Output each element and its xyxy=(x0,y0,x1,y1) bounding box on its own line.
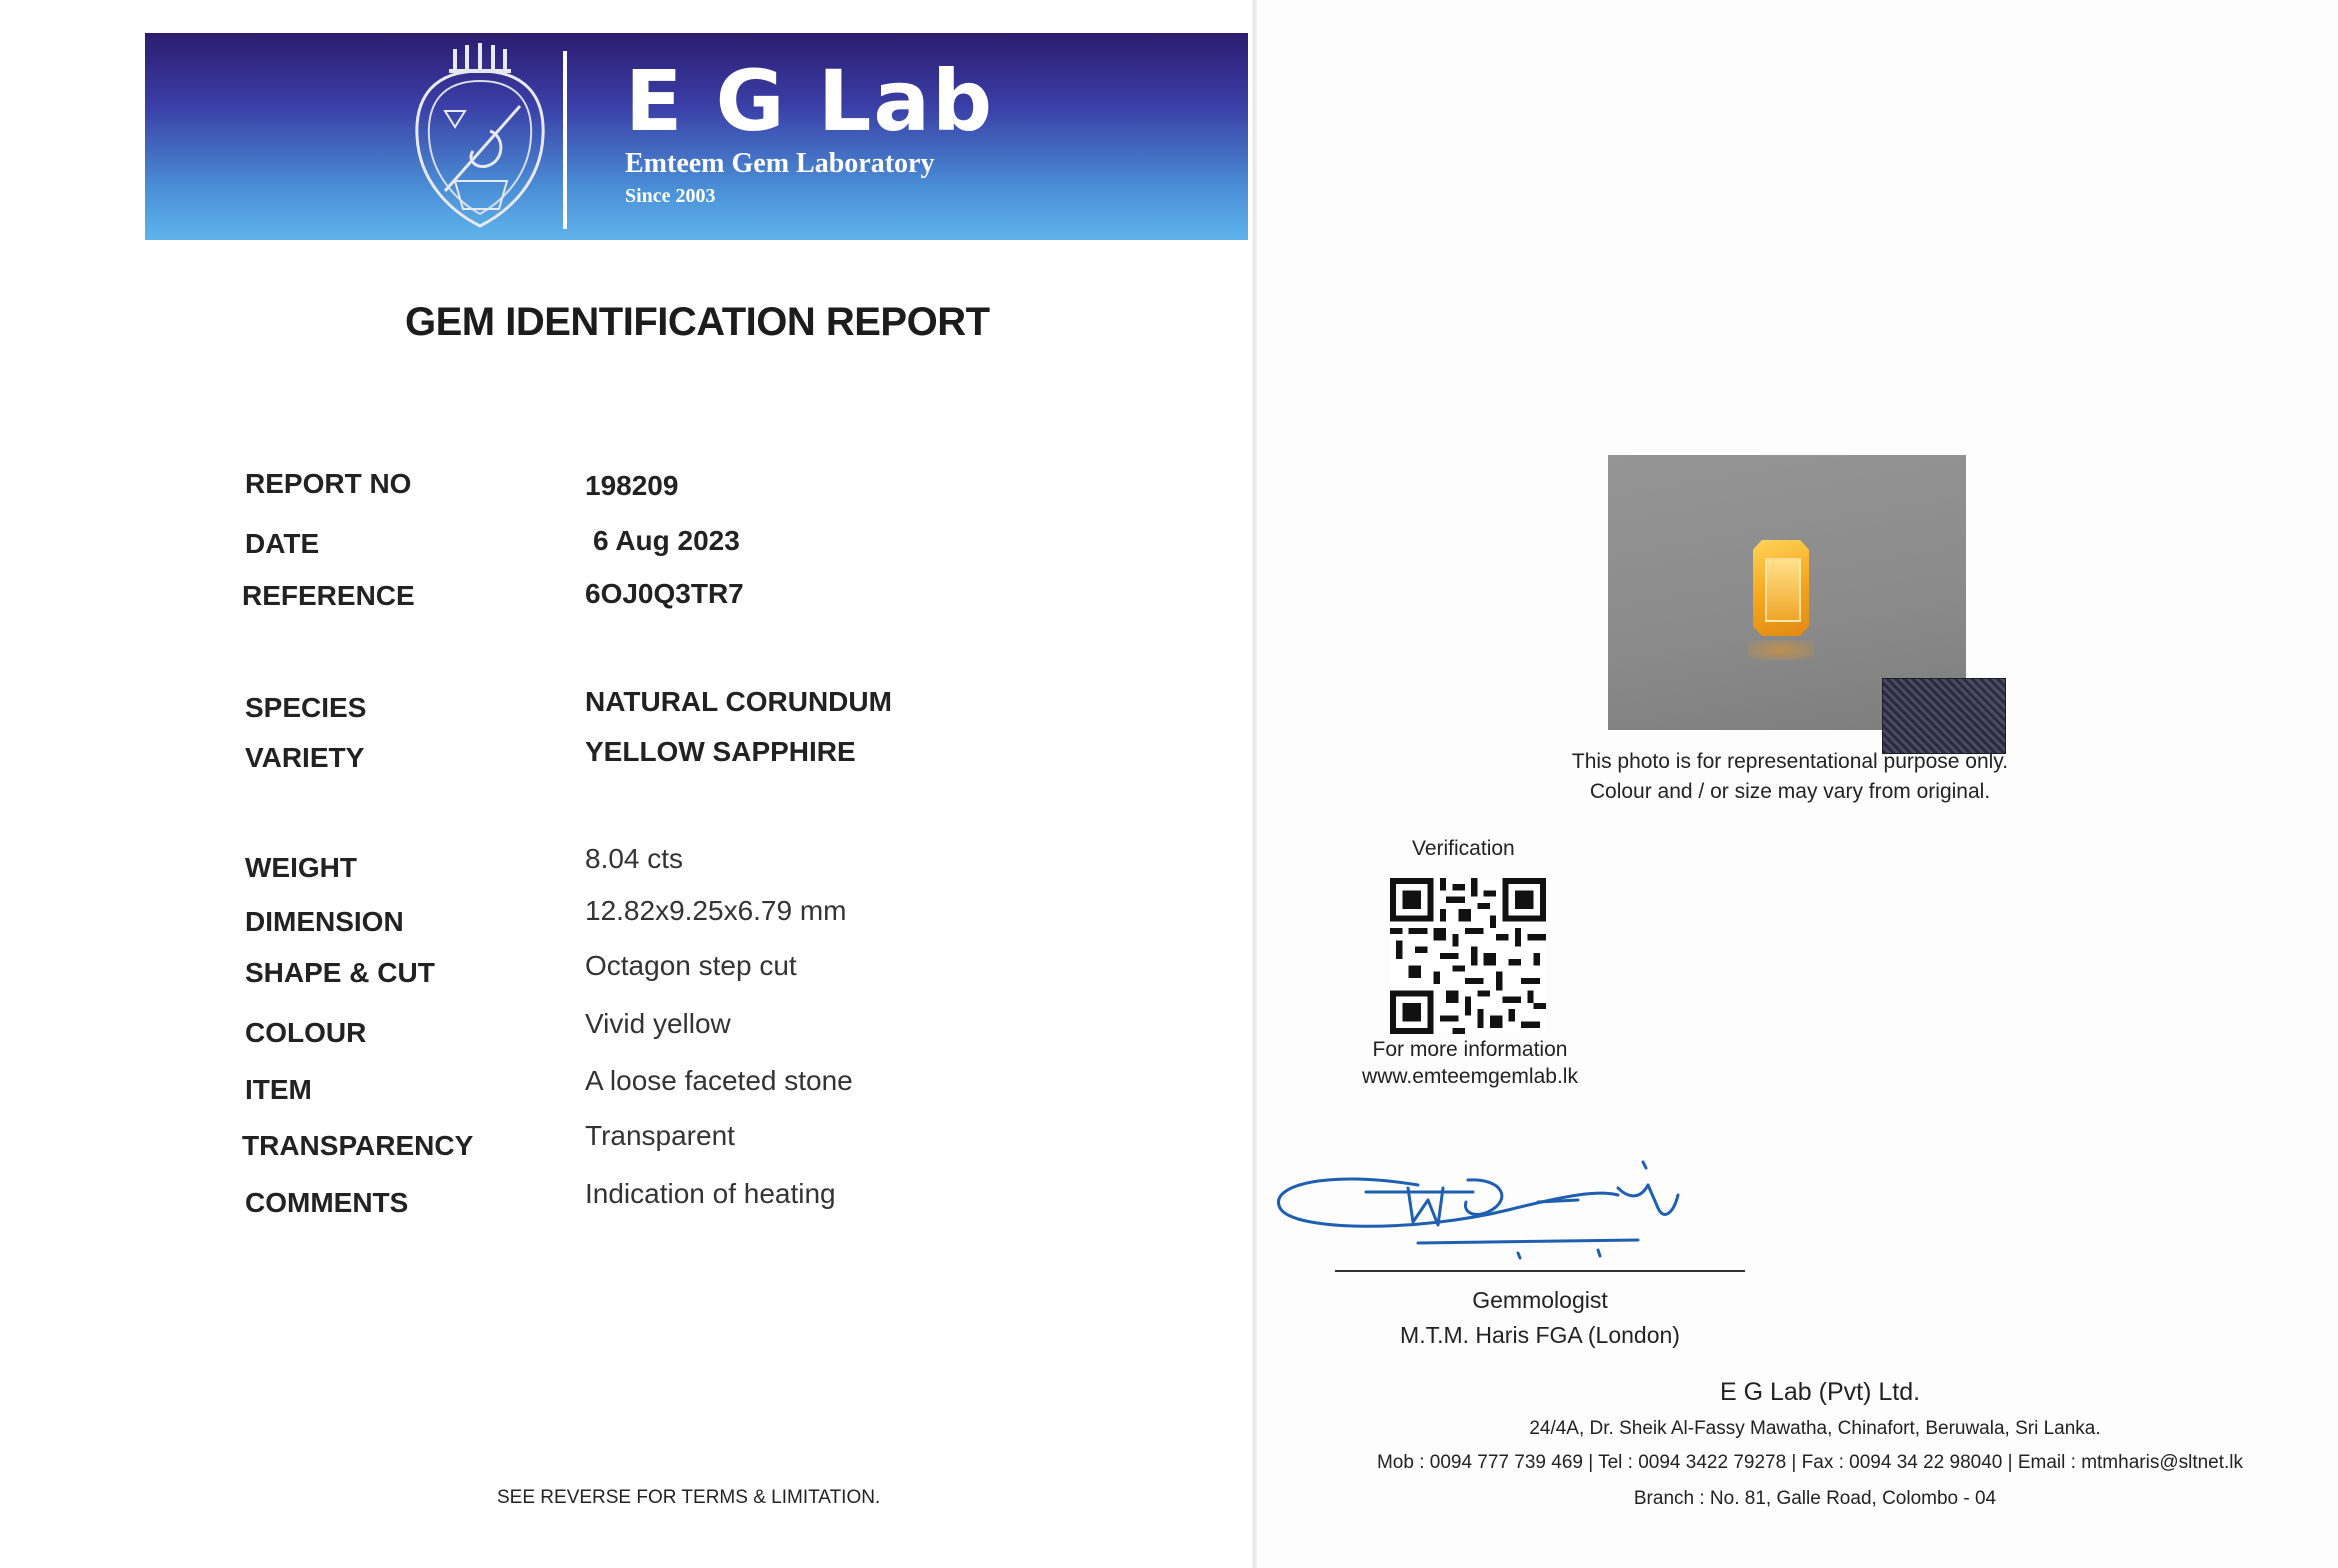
field-label-transparency: TRANSPARENCY xyxy=(242,1130,474,1161)
field-label-date: DATE xyxy=(245,528,320,559)
field-value-shape-cut: Octagon step cut xyxy=(585,950,797,981)
signatory-name: M.T.M. Haris FGA (London) xyxy=(1400,1322,1680,1348)
brand-name: E G Lab xyxy=(625,52,995,150)
lab-name: E G Lab (Pvt) Ltd. xyxy=(1719,1378,1921,1406)
field-label-item: ITEM xyxy=(245,1074,312,1105)
header-banner xyxy=(145,33,1248,240)
field-label-weight: WEIGHT xyxy=(245,852,357,883)
lab-contact: Mob : 0094 777 739 469 | Tel : 0094 3422 79278 | Fax : 0094 34 22 98040 | Email : mtmharis@sltnet.lk xyxy=(1376,1452,2244,1473)
field-value-variety: YELLOW SAPPHIRE xyxy=(585,736,856,767)
field-value-colour: Vivid yellow xyxy=(585,1008,731,1039)
field-label-reference: REFERENCE xyxy=(242,580,415,611)
field-label-dimension: DIMENSION xyxy=(245,906,404,937)
field-label-report-no: REPORT NO xyxy=(245,468,412,499)
gemmologist-signature xyxy=(1268,1140,1813,1270)
terms-note: SEE REVERSE FOR TERMS & LIMITATION. xyxy=(497,1487,881,1508)
hologram-seal xyxy=(1882,678,2006,754)
field-value-comments: Indication of heating xyxy=(585,1178,836,1209)
brand-subtitle: Emteem Gem Laboratory xyxy=(625,148,935,179)
field-label-shape-cut: SHAPE & CUT xyxy=(245,957,435,988)
verification-label: Verification xyxy=(1412,837,1515,860)
field-label-species: SPECIES xyxy=(245,692,367,723)
lab-address: 24/4A, Dr. Sheik Al-Fassy Mawatha, Chinafort, Beruwala, Sri Lanka. xyxy=(1529,1418,2101,1439)
gem-shadow xyxy=(1748,640,1814,660)
signatory-title: Gemmologist xyxy=(1472,1287,1608,1313)
lab-branch: Branch : No. 81, Galle Road, Colombo - 04 xyxy=(1633,1488,1997,1509)
field-value-transparency: Transparent xyxy=(585,1120,735,1151)
field-value-date: 6 Aug 2023 xyxy=(593,525,740,556)
signature-line xyxy=(1335,1270,1745,1272)
field-label-comments: COMMENTS xyxy=(245,1187,409,1218)
crest-logo-icon xyxy=(395,41,565,236)
field-value-item: A loose faceted stone xyxy=(585,1065,853,1096)
field-value-report-no: 198209 xyxy=(585,470,679,501)
gem-table-facet xyxy=(1765,558,1801,622)
photo-note-line1: This photo is for representational purpose only. xyxy=(1571,750,2009,773)
website-link[interactable]: www.emteemgemlab.lk xyxy=(1362,1065,1578,1088)
banner-divider xyxy=(563,51,567,229)
report-title: GEM IDENTIFICATION REPORT xyxy=(405,300,990,344)
field-label-variety: VARIETY xyxy=(245,742,365,773)
info-line1: For more information xyxy=(1372,1038,1568,1061)
verification-qr-code[interactable] xyxy=(1390,878,1546,1034)
field-value-reference: 6OJ0Q3TR7 xyxy=(585,578,744,609)
field-value-dimension: 12.82x9.25x6.79 mm xyxy=(585,895,847,926)
field-value-weight: 8.04 cts xyxy=(585,843,684,874)
field-label-colour: COLOUR xyxy=(245,1017,367,1048)
photo-note-line2: Colour and / or size may vary from original. xyxy=(1589,780,1991,803)
brand-since: Since 2003 xyxy=(625,185,716,207)
field-value-species: NATURAL CORUNDUM xyxy=(585,686,892,717)
page-fold xyxy=(1252,0,1257,1568)
